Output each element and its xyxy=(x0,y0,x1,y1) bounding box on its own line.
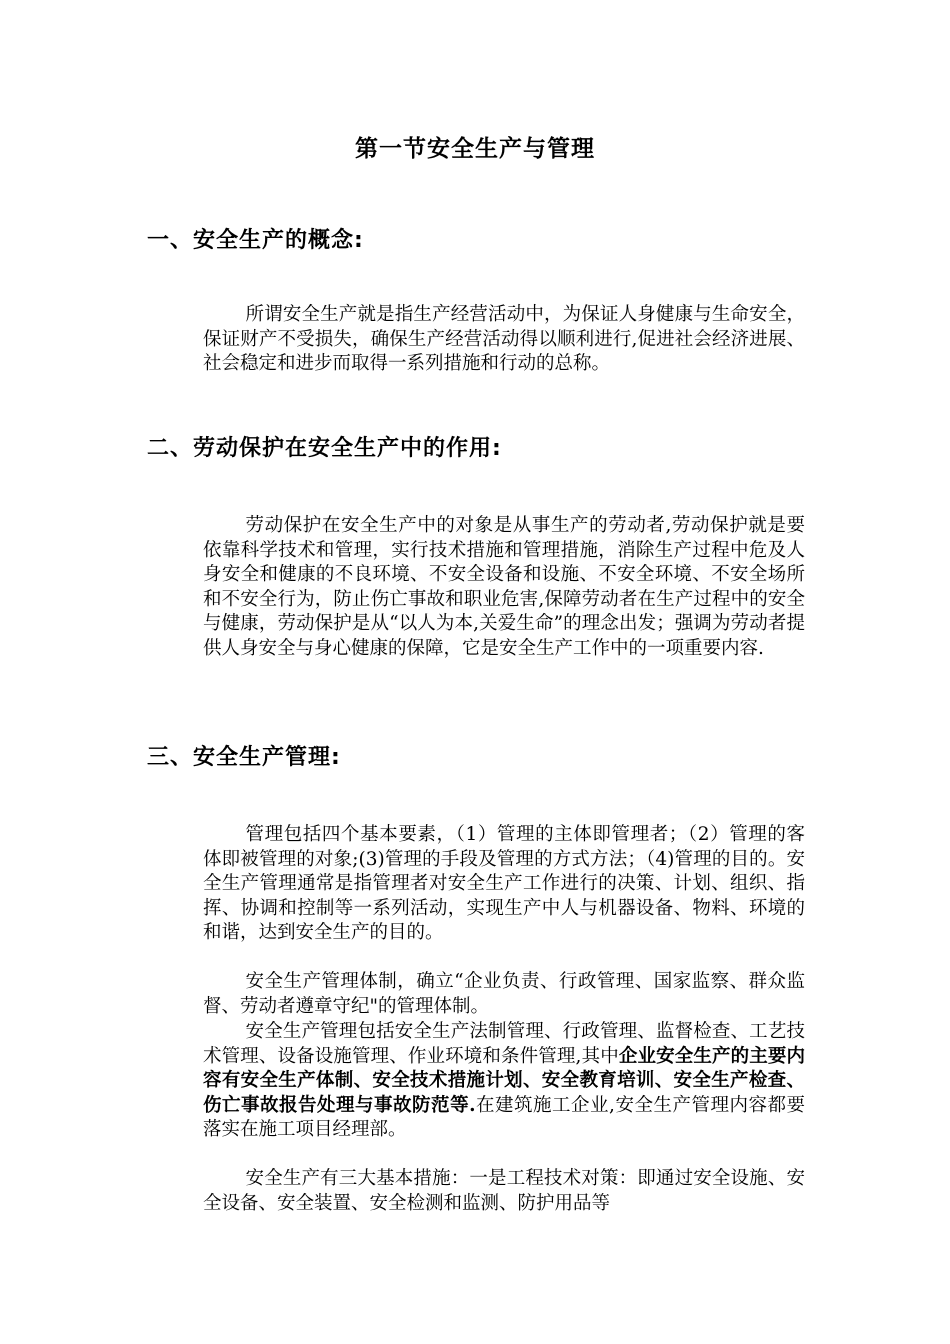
section-heading-2: 二、劳动保护在安全生产中的作用: xyxy=(147,436,502,461)
paragraph-text: 安全生产管理包括安全生产法制管理、行政管理、监督检查、工艺技术管理、设备设施管理、作业环境和条件管理,其中 xyxy=(203,1021,805,1067)
page-title: 第一节安全生产与管理 xyxy=(355,136,595,162)
section-paragraph-2: 劳动保护在安全生产中的对象是从事生产的劳动者,劳动保护就是要依靠科学技术和管理，实行技术措施和管理措施，消除生产过程中危及人身安全和健康的不良环境、不安全设备和设施、不安全环境、不安全场所和不安全行为，防止伤亡事故和职业危害,保障劳动者在生产过程中的安全与健康，劳动保护是从“以人为本,关爱生命”的理念出发；强调为劳动者提供人身安全与身心健康的保障，它是安全生产工作中的一项重要内容. xyxy=(203,515,805,659)
section-heading-3: 三、安全生产管理: xyxy=(147,745,341,770)
paragraph-text: 在建筑施工企业,安全生产管理内容都要落实在施工项目经理部。 xyxy=(203,1094,805,1141)
section-paragraph-1: 所谓安全生产就是指生产经营活动中，为保证人身健康与生命安全，保证财产不受损失，确保生产经营活动得以顺利进行,促进社会经济进展、社会稳定和进步而取得一系列措施和行动的总称。 xyxy=(203,304,805,375)
section-paragraph-3a: 管理包括四个基本要素，（1）管理的主体即管理者；（2）管理的客体即被管理的对象;(3)管理的手段及管理的方式方法；（4)管理的目的。安全生产管理通常是指管理者对安全生产工作进行的决策、计划、组织、指挥、协调和控制等一系列活动，实现生产中人与机器设备、物料、环境的和谐，达到安全生产的目的。 xyxy=(203,824,805,944)
section-paragraph-3d: 安全生产有三大基本措施：一是工程技术对策：即通过安全设施、安全设备、安全装置、安全检测和监测、防护用品等 xyxy=(203,1168,805,1214)
section-paragraph-3b: 安全生产管理体制，确立“企业负责、行政管理、国家监察、群众监督、劳动者遵章守纪"的管理体制。 xyxy=(203,971,805,1017)
section-paragraph-3c xyxy=(203,1020,805,1143)
bold-emphasis-text: 企业安全生产的主要内容有安全生产体制、安全技术措施计划、安全教育培训、安全生产检查、伤亡事故报告处理与事故防范等. xyxy=(203,1045,805,1116)
section-heading-1: 一、安全生产的概念: xyxy=(147,228,364,253)
